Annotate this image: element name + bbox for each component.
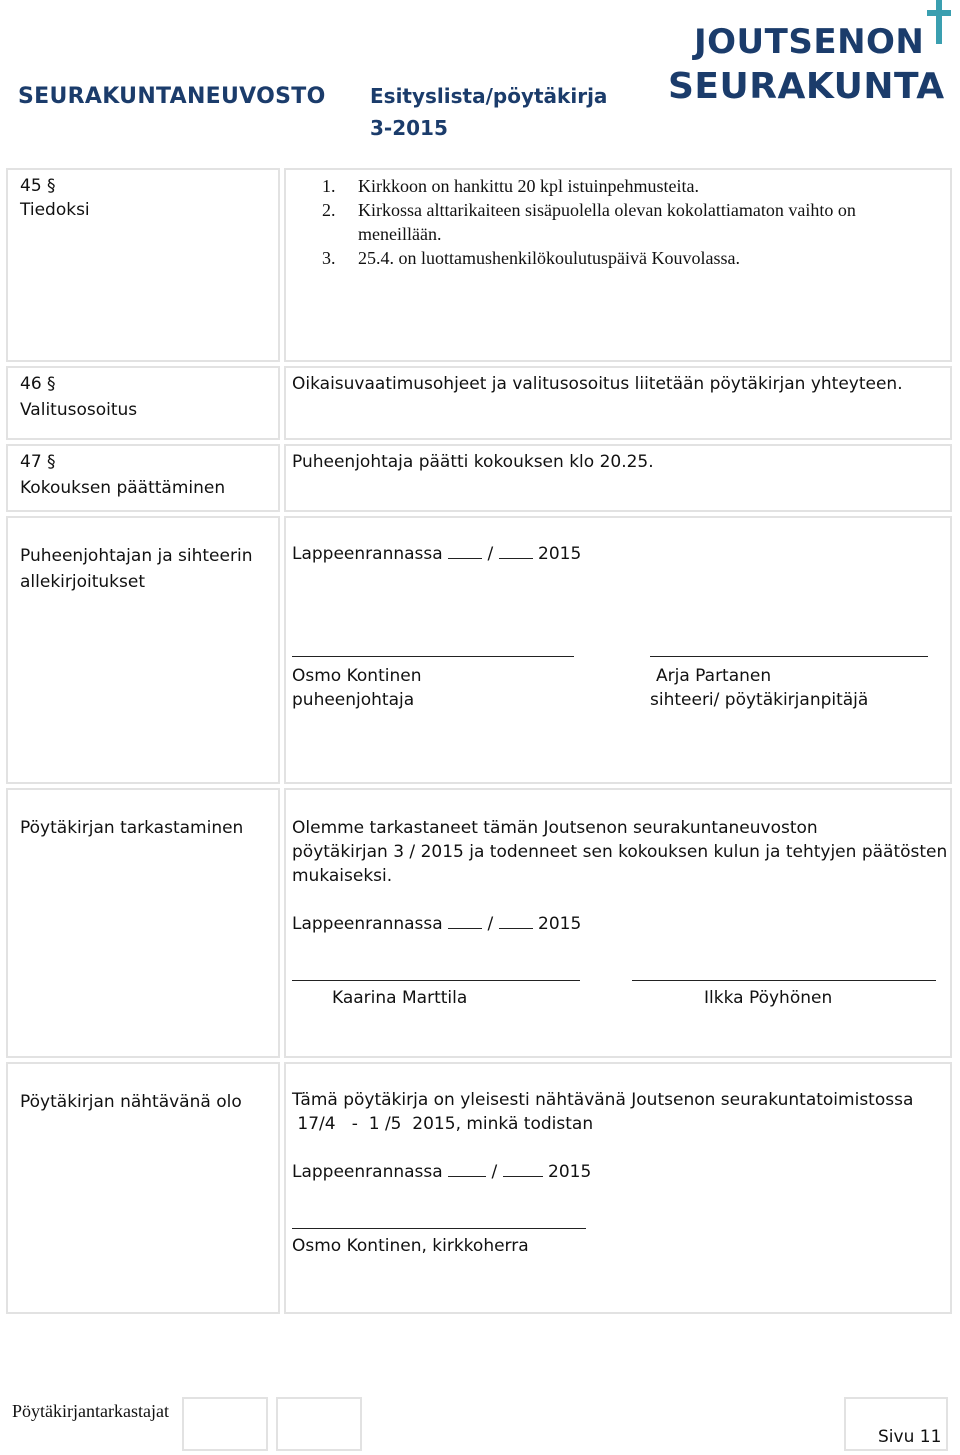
signatures-place-date <box>292 542 581 566</box>
display-slash: / <box>491 1162 498 1182</box>
s45-item-1-num: 1. <box>322 176 336 196</box>
signature-line-secretary <box>650 656 928 657</box>
signer1-name: Osmo Kontinen <box>292 666 422 686</box>
signatures-content-cell <box>284 516 952 784</box>
reviewer2-name: Ilkka Pöyhönen <box>704 988 833 1008</box>
cross-icon <box>924 0 954 44</box>
document-number: 3-2015 <box>370 116 448 140</box>
parish-logo <box>668 0 960 112</box>
review-day-blank[interactable] <box>448 914 482 929</box>
signer2-role: sihteeri/ pöytäkirjanpitäjä <box>650 690 869 710</box>
signatures-place: Lappeenrannassa <box>292 544 443 564</box>
signature-line-chair <box>292 656 574 657</box>
logo-line2: SEURAKUNTA <box>668 66 945 107</box>
section-45-label-cell <box>6 168 280 362</box>
display-year: 2015 <box>548 1162 592 1182</box>
section-45-number: 45 § <box>20 176 56 196</box>
display-month-blank[interactable] <box>503 1162 543 1177</box>
review-month-blank[interactable] <box>499 914 533 929</box>
section-47-text: Puheenjohtaja päätti kokouksen klo 20.25. <box>292 452 654 472</box>
s45-item-2-num: 2. <box>322 200 336 220</box>
review-text-2: pöytäkirjan 3 / 2015 ja todenneet sen kokouksen kulun ja tehtyjen päätösten <box>292 842 948 862</box>
day-blank[interactable] <box>448 544 482 559</box>
review-place-date <box>292 912 581 936</box>
display-text-2: 17/4 - 1 /5 2015, minkä todistan <box>292 1114 594 1134</box>
signer2-name: Arja Partanen <box>656 666 772 686</box>
signatures-title-1: Puheenjohtajan ja sihteerin <box>20 546 253 566</box>
page-number-box <box>844 1397 948 1451</box>
document-type: Esityslista/pöytäkirja <box>370 84 608 108</box>
reviewer1-name: Kaarina Marttila <box>332 988 468 1008</box>
section-46-title: Valitusosoitus <box>20 400 138 420</box>
page-header <box>0 0 960 150</box>
section-47-content-cell <box>284 444 952 512</box>
page-number: Sivu 11 <box>878 1427 942 1447</box>
date-slash: / <box>487 544 494 564</box>
review-label-cell <box>6 788 280 1058</box>
review-text-3: mukaiseksi. <box>292 866 393 886</box>
s45-item-1-text: Kirkkoon on hankittu 20 kpl istuinpehmusteita. <box>358 176 699 196</box>
review-content-cell <box>284 788 952 1058</box>
review-text-1: Olemme tarkastaneet tämän Joutsenon seurakuntaneuvoston <box>292 818 818 838</box>
s45-item-2-text: Kirkossa alttarikaiteen sisäpuolella olevan kokolattiamaton vaihto on <box>358 200 856 220</box>
initials-box-2[interactable] <box>276 1397 362 1451</box>
section-47-title: Kokouksen päättäminen <box>20 478 226 498</box>
signature-line-reviewer2 <box>632 980 936 981</box>
page-footer <box>6 1397 952 1451</box>
section-47-number: 47 § <box>20 452 56 472</box>
initials-box-1[interactable] <box>182 1397 268 1451</box>
display-label-cell <box>6 1062 280 1314</box>
review-slash: / <box>487 914 494 934</box>
section-45-title: Tiedoksi <box>20 200 90 220</box>
signature-line-vicar <box>292 1228 586 1229</box>
s45-item-3-text: 25.4. on luottamushenkilökoulutuspäivä Kouvolassa. <box>358 248 740 268</box>
section-46-text: Oikaisuvaatimusohjeet ja valitusosoitus liitetään pöytäkirjan yhteyteen. <box>292 374 903 394</box>
display-text-1: Tämä pöytäkirja on yleisesti nähtävänä Joutsenon seurakuntatoimistossa <box>292 1090 914 1110</box>
review-year: 2015 <box>538 914 582 934</box>
display-place-date <box>292 1160 591 1184</box>
logo-line1: JOUTSENON <box>694 22 925 62</box>
review-title: Pöytäkirjan tarkastaminen <box>20 818 244 838</box>
signatures-title-2: allekirjoitukset <box>20 572 145 592</box>
section-45-content-cell <box>284 168 952 362</box>
signer1-role: puheenjohtaja <box>292 690 415 710</box>
section-47-label-cell <box>6 444 280 512</box>
display-day-blank[interactable] <box>448 1162 486 1177</box>
reviewers-label: Pöytäkirjantarkastajat <box>12 1401 169 1421</box>
s45-item-3-num: 3. <box>322 248 336 268</box>
display-content-cell <box>284 1062 952 1314</box>
section-46-number: 46 § <box>20 374 56 394</box>
signatures-year: 2015 <box>538 544 582 564</box>
s45-item-2-cont: meneillään. <box>358 224 442 244</box>
section-46-label-cell <box>6 366 280 440</box>
display-signer: Osmo Kontinen, kirkkoherra <box>292 1236 529 1256</box>
signatures-label-cell <box>6 516 280 784</box>
review-place: Lappeenrannassa <box>292 914 443 934</box>
month-blank[interactable] <box>499 544 533 559</box>
org-name: SEURAKUNTANEUVOSTO <box>18 84 326 109</box>
display-title: Pöytäkirjan nähtävänä olo <box>20 1092 242 1112</box>
section-46-content-cell <box>284 366 952 440</box>
display-place: Lappeenrannassa <box>292 1162 443 1182</box>
signature-line-reviewer1 <box>292 980 580 981</box>
